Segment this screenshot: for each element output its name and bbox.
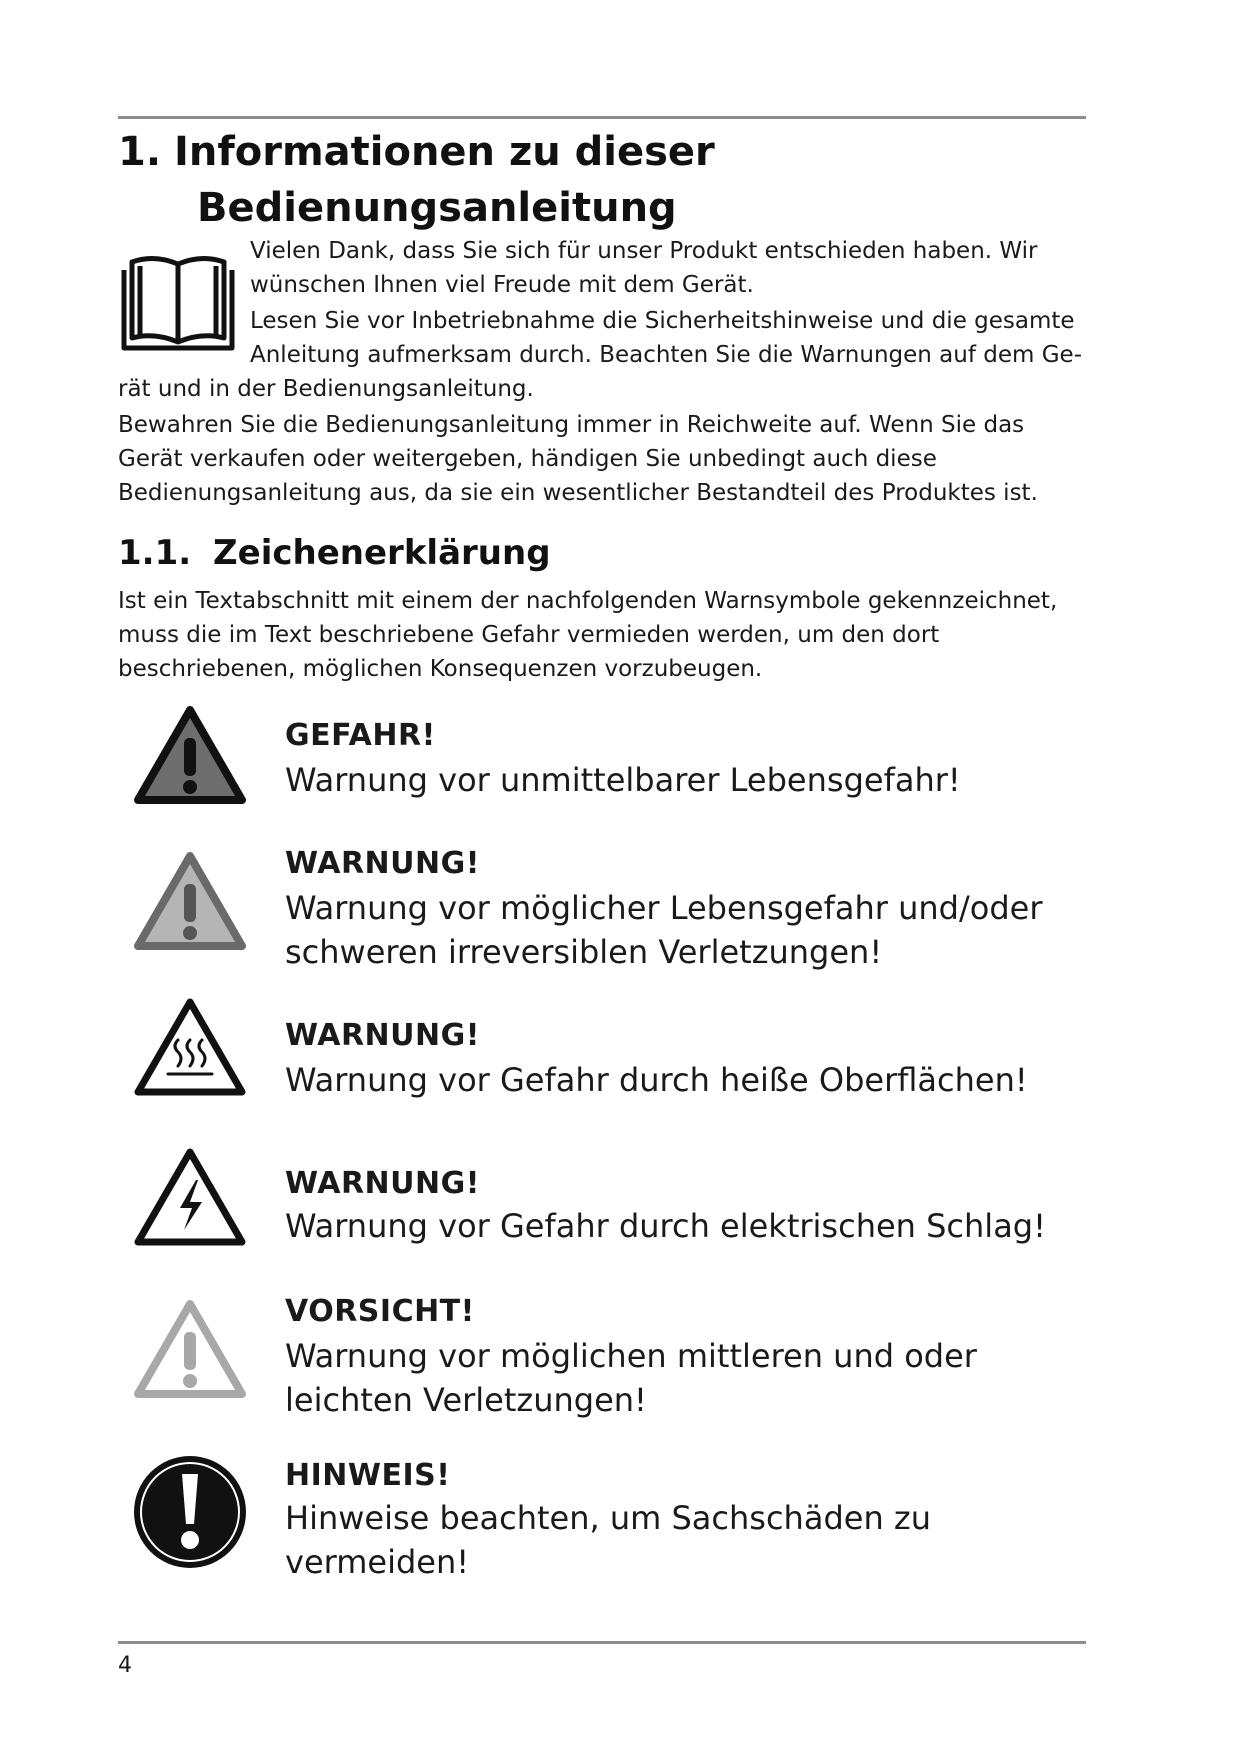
top-rule bbox=[118, 116, 1086, 119]
caution-icon bbox=[132, 1298, 248, 1402]
symbol-title: WARNUNG! bbox=[285, 1018, 480, 1053]
page-number: 4 bbox=[118, 1653, 132, 1678]
chapter-title-line1: Informationen zu dieser bbox=[174, 129, 715, 175]
symbol-description: Warnung vor möglichen mittleren und oder leichten Verletzungen! bbox=[285, 1337, 977, 1419]
symbol-description: Warnung vor Gefahr durch elektrischen Schlag! bbox=[285, 1207, 1046, 1245]
symbol-title: VORSICHT! bbox=[285, 1294, 475, 1329]
chapter-number: 1. bbox=[118, 129, 162, 175]
warning-icon bbox=[132, 850, 248, 954]
chapter-heading bbox=[118, 124, 715, 236]
section-number: 1.1. bbox=[118, 533, 192, 573]
intro-paragraph-3: Bewahren Sie die Bedienungsanleitung immer in Reichweite auf. Wenn Sie das Gerät verkaufen oder weitergeben, händigen Sie unbedingt auch diese Bedienungsanleitung aus, da sie ein wesentlicher Bestandteil des Produktes ist. bbox=[118, 412, 1038, 506]
section-title: Zeichenerklärung bbox=[213, 533, 551, 573]
symbol-description: Warnung vor möglicher Lebensgefahr und/oder schweren irreversiblen Verletzungen! bbox=[285, 889, 1043, 971]
chapter-title-line2: Bedienungsanleitung bbox=[197, 185, 677, 231]
intro-paragraph-1: Vielen Dank, dass Sie sich für unser Produkt entschieden haben. Wir wünschen Ihnen viel Freude mit dem Gerät. bbox=[250, 238, 1038, 298]
notice-icon bbox=[132, 1454, 248, 1570]
symbol-title: WARNUNG! bbox=[285, 846, 480, 881]
intro-paragraph-2: Lesen Sie vor Inbetriebnahme die Sicherheitshinweise und die gesamte Anleitung aufmerksam durch. Beachten Sie die Warnungen auf dem Ge- bbox=[250, 308, 1082, 368]
symbol-title: GEFAHR! bbox=[285, 718, 436, 753]
symbol-description: Warnung vor unmittelbarer Lebensgefahr! bbox=[285, 761, 961, 799]
danger-icon bbox=[132, 704, 248, 808]
open-book-icon bbox=[118, 252, 238, 358]
legend-intro-text: Ist ein Textabschnitt mit einem der nachfolgenden Warnsymbole gekennzeichnet, muss die im Text beschriebene Gefahr vermieden werden, um den dort beschriebenen, möglichen Konsequenzen vorzubeugen. bbox=[118, 588, 1058, 682]
section-heading bbox=[118, 530, 551, 576]
bottom-rule bbox=[118, 1641, 1086, 1644]
intro-paragraph-2-end: rät und in der Bedienungsanleitung. bbox=[118, 376, 534, 402]
symbol-title: HINWEIS! bbox=[285, 1458, 451, 1493]
symbol-description: Hinweise beachten, um Sachschäden zu vermeiden! bbox=[285, 1499, 931, 1581]
symbol-description: Warnung vor Gefahr durch heiße Oberflächen! bbox=[285, 1061, 1028, 1099]
symbol-title: WARNUNG! bbox=[285, 1166, 480, 1201]
electric-shock-icon bbox=[132, 1146, 248, 1250]
hot-surface-icon bbox=[132, 996, 248, 1100]
